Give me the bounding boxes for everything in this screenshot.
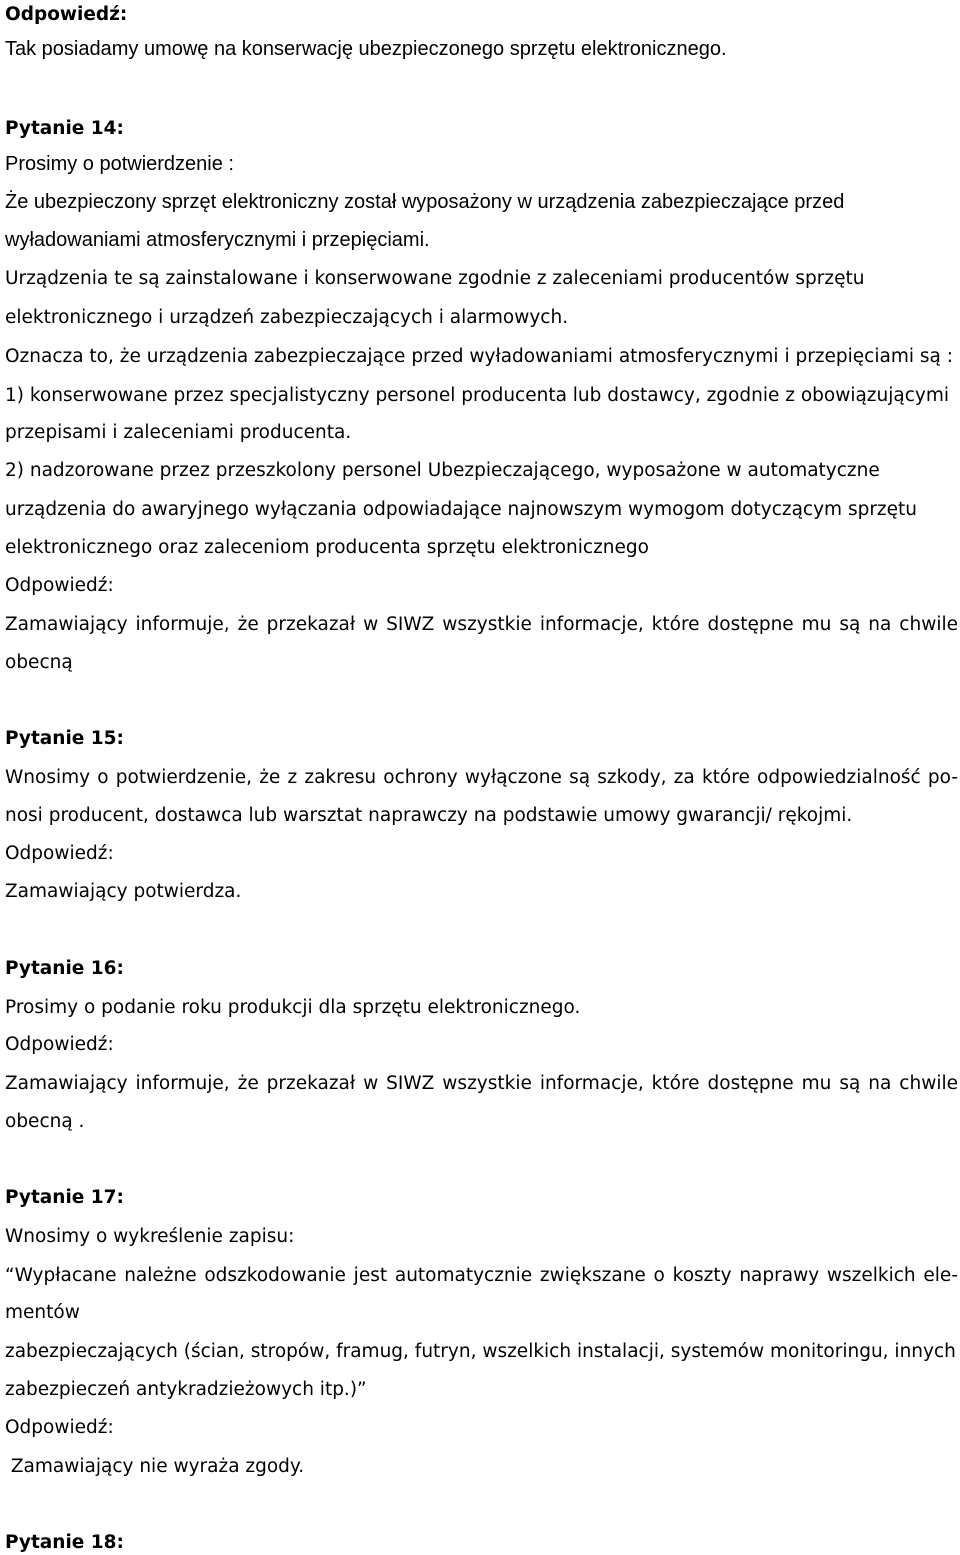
- answer-heading: Odpowiedź:: [5, 843, 114, 864]
- answer-text: Zamawiający informuje, że przekazał w SIWZ wszystkie informacje, które dostępne mu są na chwile: [5, 614, 958, 635]
- question-text: Wnosimy o wykreślenie zapisu:: [5, 1226, 295, 1247]
- question-text: Prosimy o podanie roku produkcji dla sprzętu elektronicznego.: [5, 997, 581, 1018]
- question-heading-16: Pytanie 16:: [5, 958, 124, 979]
- question-text: Wnosimy o potwierdzenie, że z zakresu ochrony wyłączone są szkody, za które odpowiedzialność po-: [5, 767, 958, 788]
- answer-heading: Odpowiedź:: [5, 1417, 114, 1438]
- question-text: 1) konserwowane przez specjalistyczny personel producenta lub dostawcy, zgodnie z obowiązującymi: [5, 385, 949, 406]
- question-text: Że ubezpieczony sprzęt elektroniczny został wyposażony w urządzenia zabezpieczające przed: [5, 191, 845, 213]
- question-heading-15: Pytanie 15:: [5, 728, 124, 749]
- answer-text: Zamawiający nie wyraża zgody.: [5, 1456, 305, 1477]
- answer-text: Tak posiadamy umowę na konserwację ubezpieczonego sprzętu elektronicznego.: [5, 38, 727, 60]
- answer-text: obecną .: [5, 1111, 85, 1132]
- question-heading-14: Pytanie 14:: [5, 118, 124, 139]
- question-text: wyładowaniami atmosferycznymi i przepięciami.: [5, 229, 430, 251]
- answer-text: Zamawiający informuje, że przekazał w SIWZ wszystkie informacje, które dostępne mu są na chwile: [5, 1073, 958, 1094]
- question-heading-18: Pytanie 18:: [5, 1532, 124, 1553]
- question-heading-17: Pytanie 17:: [5, 1187, 124, 1208]
- answer-heading: Odpowiedź:: [5, 575, 114, 596]
- question-text: nosi producent, dostawca lub warsztat naprawczy na podstawie umowy gwarancji/ rękojmi.: [5, 805, 853, 826]
- question-text: zabezpieczeń antykradzieżowych itp.)”: [5, 1379, 367, 1400]
- question-text: elektronicznego i urządzeń zabezpieczających i alarmowych.: [5, 307, 569, 328]
- question-text: Prosimy o potwierdzenie :: [5, 153, 234, 175]
- question-text: “Wypłacane należne odszkodowanie jest automatycznie zwiększane o koszty naprawy wszelkich ele-: [5, 1265, 958, 1286]
- question-text: mentów: [5, 1302, 80, 1323]
- question-text: Urządzenia te są zainstalowane i konserwowane zgodnie z zaleceniami producentów sprzętu: [5, 268, 865, 289]
- question-text: urządzenia do awaryjnego wyłączania odpowiadające najnowszym wymogom dotyczącym sprzętu: [5, 499, 918, 520]
- question-text: zabezpieczających (ścian, stropów, framug, futryn, wszelkich instalacji, systemów monitoringu, innych: [5, 1341, 956, 1362]
- answer-heading: Odpowiedź:: [5, 4, 128, 25]
- question-text: elektronicznego oraz zaleceniom producenta sprzętu elektronicznego: [5, 537, 649, 558]
- answer-text: Zamawiający potwierdza.: [5, 881, 242, 902]
- question-text: przepisami i zaleceniami producenta.: [5, 422, 352, 443]
- answer-heading: Odpowiedź:: [5, 1034, 114, 1055]
- question-text: Oznacza to, że urządzenia zabezpieczające przed wyładowaniami atmosferycznymi i przepięciami są :: [5, 346, 953, 367]
- answer-text: obecną: [5, 652, 73, 673]
- question-text: 2) nadzorowane przez przeszkolony personel Ubezpieczającego, wyposażone w automatyczne: [5, 460, 880, 481]
